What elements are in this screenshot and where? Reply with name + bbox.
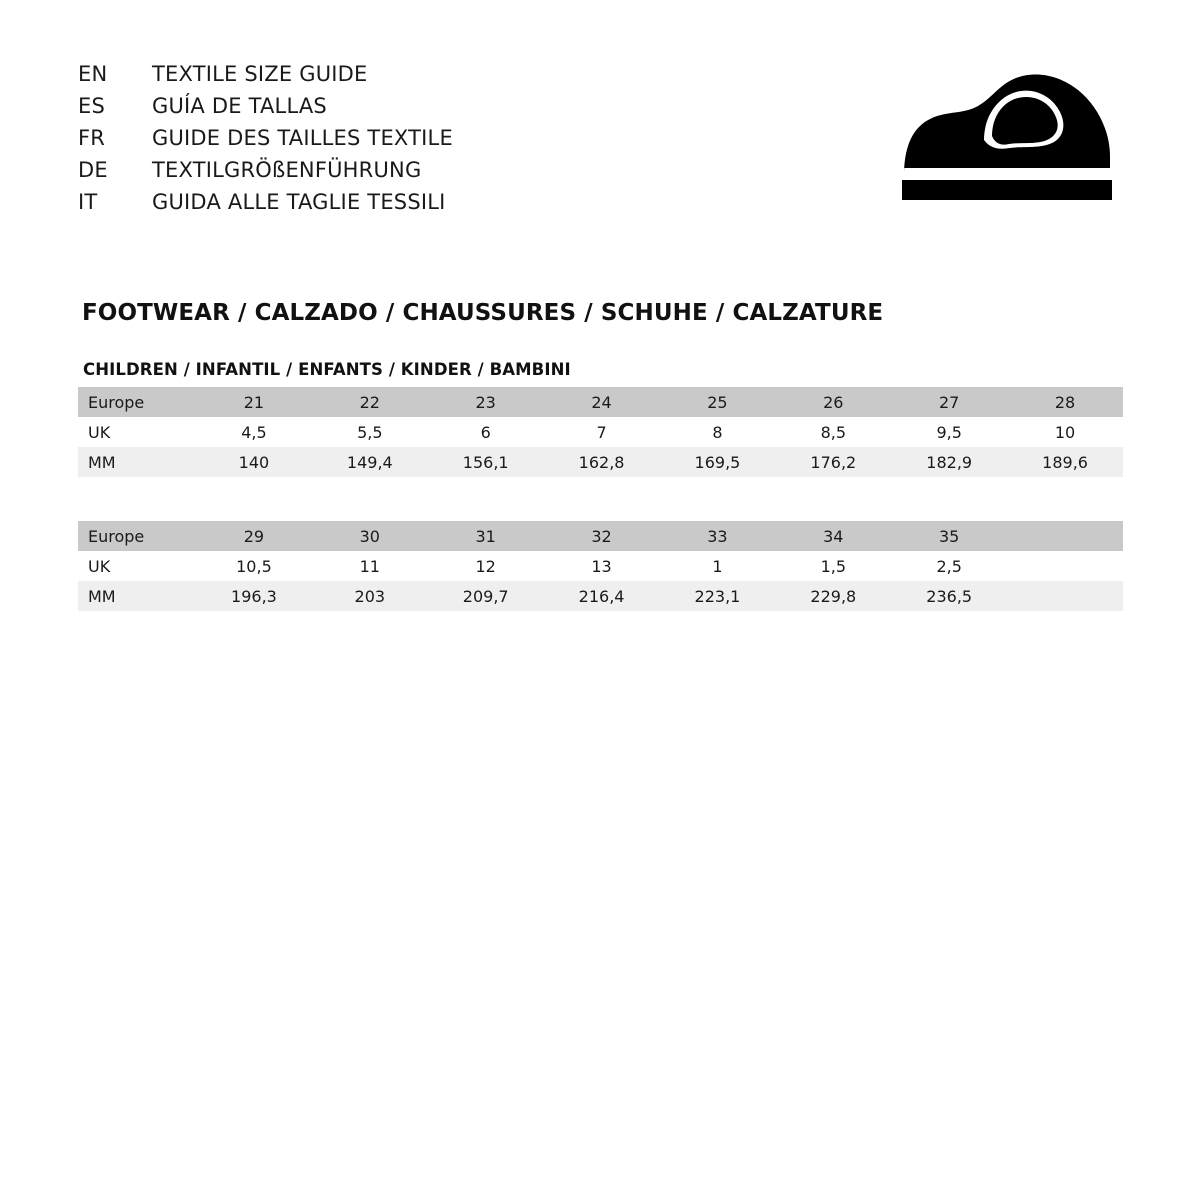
- table-cell: 176,2: [775, 447, 891, 477]
- table-cell: 33: [660, 521, 776, 551]
- language-code: FR: [78, 126, 106, 150]
- table-cell: 10: [1007, 417, 1123, 447]
- language-title: GUÍA DE TALLAS: [152, 94, 327, 118]
- table-cell-empty: [1007, 551, 1123, 581]
- children-size-table-1: [78, 387, 1123, 477]
- table-cell-empty: [1007, 581, 1123, 611]
- language-code: DE: [78, 158, 108, 182]
- table-cell: 4,5: [196, 417, 312, 447]
- header: [78, 58, 1122, 238]
- table-cell: 209,7: [428, 581, 544, 611]
- table-cell: 12: [428, 551, 544, 581]
- language-title: GUIDE DES TAILLES TEXTILE: [152, 126, 453, 150]
- table-cell: 189,6: [1007, 447, 1123, 477]
- table-cell: 223,1: [660, 581, 776, 611]
- table-row: [78, 447, 1123, 477]
- table-cell: 29: [196, 521, 312, 551]
- table-cell: 1: [660, 551, 776, 581]
- table-row: [78, 521, 1123, 551]
- table-cell: 2,5: [891, 551, 1007, 581]
- row-label: UK: [78, 551, 196, 581]
- row-label: Europe: [78, 387, 196, 417]
- children-size-table-2: [78, 521, 1123, 611]
- table-cell: 156,1: [428, 447, 544, 477]
- language-code: EN: [78, 62, 108, 86]
- table-row: [78, 551, 1123, 581]
- table-cell: 229,8: [775, 581, 891, 611]
- table-cell: 30: [312, 521, 428, 551]
- language-title-list: [78, 58, 453, 218]
- table-row: [78, 387, 1123, 417]
- table-cell: 162,8: [544, 447, 660, 477]
- table-cell: 24: [544, 387, 660, 417]
- table-row: [78, 581, 1123, 611]
- table-cell: 8,5: [775, 417, 891, 447]
- table-cell: 10,5: [196, 551, 312, 581]
- section-title: FOOTWEAR / CALZADO / CHAUSSURES / SCHUHE / CALZATURE: [82, 300, 884, 326]
- table-cell: 27: [891, 387, 1007, 417]
- row-label: MM: [78, 581, 196, 611]
- footwear-section: [78, 300, 1122, 611]
- language-code: ES: [78, 94, 105, 118]
- language-code: IT: [78, 190, 98, 214]
- table-cell: 236,5: [891, 581, 1007, 611]
- table-cell: 8: [660, 417, 776, 447]
- table-cell: 5,5: [312, 417, 428, 447]
- row-label: UK: [78, 417, 196, 447]
- language-row: [78, 154, 453, 186]
- table-cell: 26: [775, 387, 891, 417]
- table-cell: 169,5: [660, 447, 776, 477]
- table-cell: 203: [312, 581, 428, 611]
- shoe-icon: [892, 68, 1122, 218]
- table-cell: 140: [196, 447, 312, 477]
- language-row: [78, 122, 453, 154]
- table-cell: 34: [775, 521, 891, 551]
- table-cell: 22: [312, 387, 428, 417]
- table-cell: 9,5: [891, 417, 1007, 447]
- table-spacer: [78, 477, 1122, 521]
- row-label: MM: [78, 447, 196, 477]
- section-subtitle: CHILDREN / INFANTIL / ENFANTS / KINDER / BAMBINI: [83, 360, 571, 379]
- table-cell: 182,9: [891, 447, 1007, 477]
- table-cell: 21: [196, 387, 312, 417]
- table-cell: 216,4: [544, 581, 660, 611]
- table-cell: 11: [312, 551, 428, 581]
- table-cell: 6: [428, 417, 544, 447]
- table-cell: 31: [428, 521, 544, 551]
- table-cell: 35: [891, 521, 1007, 551]
- table-cell: 32: [544, 521, 660, 551]
- language-row: [78, 186, 453, 218]
- language-row: [78, 58, 453, 90]
- language-row: [78, 90, 453, 122]
- table-cell: 1,5: [775, 551, 891, 581]
- table-cell: 13: [544, 551, 660, 581]
- language-title: TEXTILGRÖßENFÜHRUNG: [152, 158, 422, 182]
- table-cell: 28: [1007, 387, 1123, 417]
- language-title: TEXTILE SIZE GUIDE: [152, 62, 368, 86]
- table-cell: 196,3: [196, 581, 312, 611]
- table-cell-empty: [1007, 521, 1123, 551]
- table-cell: 23: [428, 387, 544, 417]
- table-cell: 7: [544, 417, 660, 447]
- table-cell: 25: [660, 387, 776, 417]
- language-title: GUIDA ALLE TAGLIE TESSILI: [152, 190, 446, 214]
- table-cell: 149,4: [312, 447, 428, 477]
- table-row: [78, 417, 1123, 447]
- row-label: Europe: [78, 521, 196, 551]
